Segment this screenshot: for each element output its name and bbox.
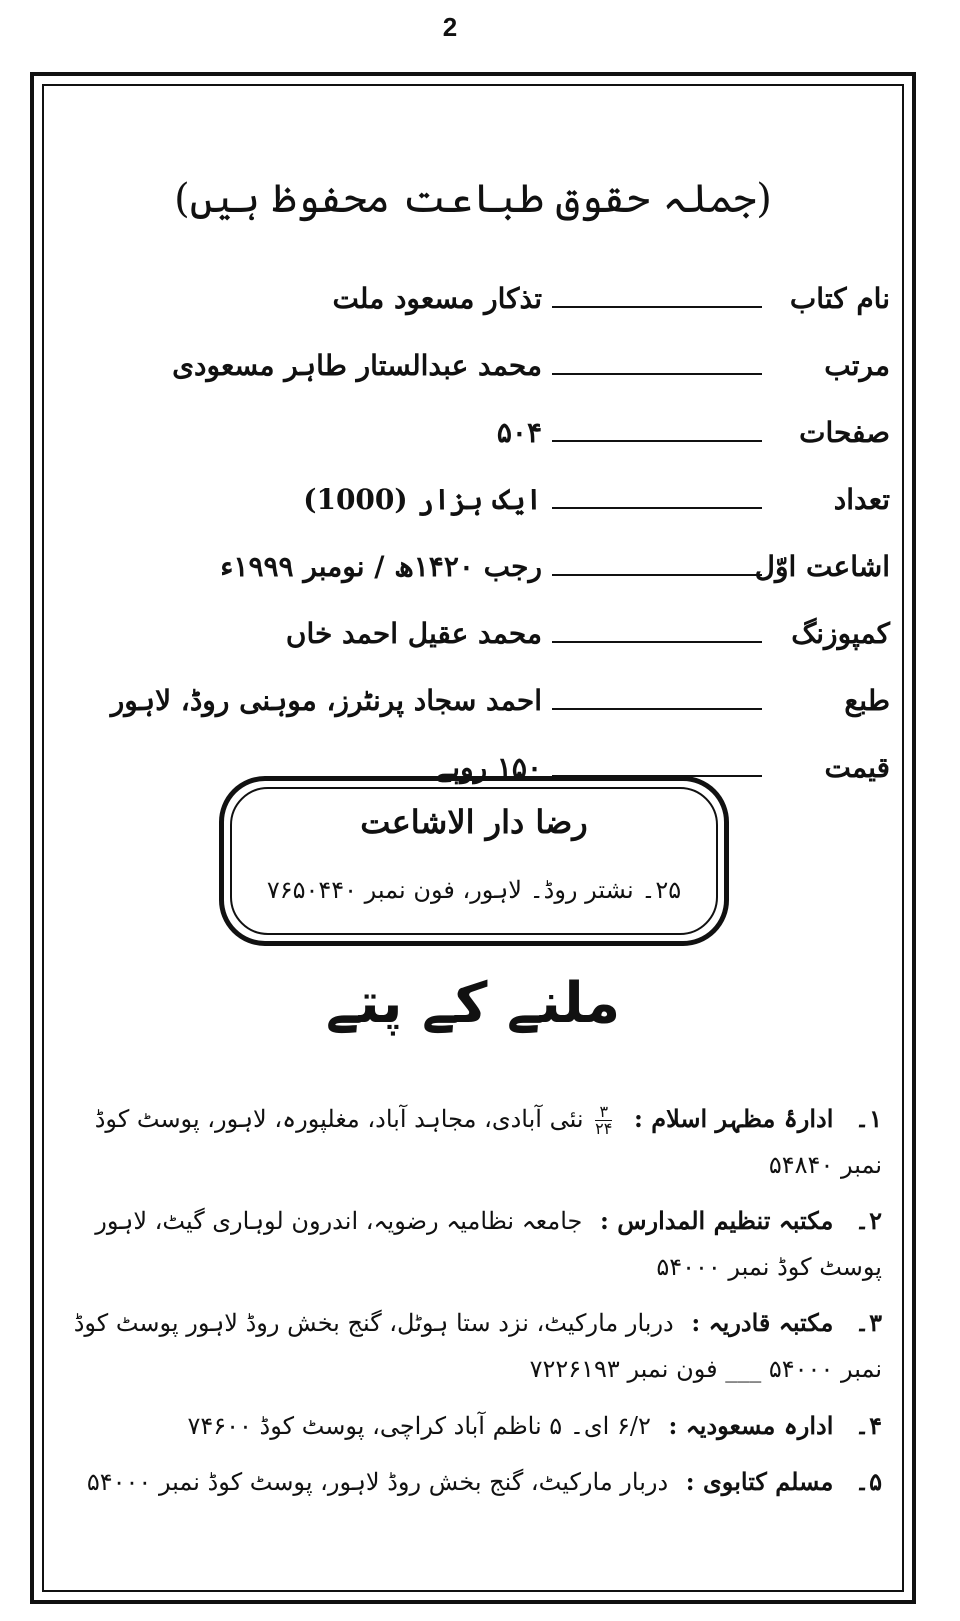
detail-label: کمپوزنگ [791,617,890,650]
publisher-name: رضا دار الاشاعت [360,803,588,841]
page-frame [30,72,916,1604]
detail-leader-line [552,708,762,710]
detail-row-compiler [44,343,902,410]
fraction-bottom: ۲۴ [595,1119,613,1138]
detail-value: محمد عقیل احمد خاں [285,617,542,650]
detail-leader-line [552,507,762,509]
address-number: ۲۔ [855,1206,882,1236]
detail-label: تعداد [833,483,890,516]
address-text: دربار مارکیٹ، گنج بخش روڈ لاہور، پوسٹ کوڈ نمبر ۵۴۰۰۰ [86,1468,669,1497]
detail-value: تذکار مسعود ملت [332,282,542,315]
address-number: ۳۔ [855,1308,882,1338]
address-number: ۱۔ [855,1104,882,1133]
detail-value: رجب ۱۴۲۰ھ / نومبر ۱۹۹۹ء [220,550,542,583]
detail-label: صفحات [799,416,890,449]
detail-label: قیمت [824,751,890,784]
address-text: دربار مارکیٹ، نزد ستا ہوٹل، گنج بخش روڈ لاہور پوسٹ کوڈ نمبر ۵۴۰۰۰ ___ فون نمبر ۷۲۲۶۱۹۳ [73,1309,882,1383]
detail-leader-line [552,306,762,308]
address-number: ۴۔ [855,1410,882,1440]
detail-leader-line [552,574,762,576]
fraction-top: ۳ [595,1104,612,1121]
detail-label: مرتب [824,349,890,382]
address-name: مکتبہ قادریہ : [691,1308,834,1338]
detail-leader-line [552,641,762,643]
address-fraction [595,1104,612,1137]
address-item [64,1459,882,1506]
publisher-address: ۲۵۔ نشتر روڈ۔ لاہور، فون نمبر ۷۶۵۰۴۴۰ [266,876,682,904]
address-name: ادارۂ مظہر اسلام : [634,1104,834,1133]
detail-label: طبع [844,684,890,717]
detail-leader-line [552,440,762,442]
address-item [64,1403,882,1450]
address-text: ۶/۲ ای۔ ۵ ناظم آباد کراچی، پوسٹ کوڈ ۷۴۶۰۰ [187,1411,651,1440]
page-frame-inner [42,84,904,1592]
detail-row-pages [44,410,902,477]
detail-label: اشاعت اوّل [754,550,890,583]
detail-row-printer [44,678,902,745]
detail-value: محمد عبدالستار طاہر مسعودی [172,349,542,382]
address-text: جامعہ نظامیہ رضویہ، اندرون لوہاری گیٹ، لاہور پوسٹ کوڈ نمبر ۵۴۰۰۰ [95,1207,882,1281]
detail-row-composing [44,611,902,678]
detail-value: ایک ہزار (1000) [303,483,542,516]
detail-row-title [44,276,902,343]
address-name: مکتبہ تنظیم المدارس : [599,1206,834,1236]
detail-leader-line [552,373,762,375]
address-item [64,1096,882,1188]
detail-row-first-edition [44,544,902,611]
addresses-heading: ملنے کے پتے [325,971,621,1036]
publisher-box [219,776,729,946]
detail-value: ۵۰۴ [496,416,542,449]
address-name: مسلم کتابوی : [685,1467,834,1497]
copyright-notice: (جملہ حقوق طباعت محفوظ ہیں) [174,176,772,222]
address-item [64,1198,882,1290]
detail-label: نام کتاب [789,282,890,315]
book-details [44,276,902,812]
detail-value: ۱۵۰ روپے [435,751,542,784]
detail-value: احمد سجاد پرنٹرز، موہنی روڈ، لاہور [110,684,542,717]
address-text: نئی آبادی، مجاہد آباد، مغلپورہ، لاہور، پوسٹ کوڈ نمبر ۵۴۸۴۰ [94,1105,882,1179]
address-name: ادارہ مسعودیہ : [668,1410,834,1440]
address-number: ۵۔ [855,1467,882,1497]
detail-row-quantity [44,477,902,544]
page-number: 2 [442,12,458,42]
address-item [64,1300,882,1392]
address-list [64,1096,882,1516]
